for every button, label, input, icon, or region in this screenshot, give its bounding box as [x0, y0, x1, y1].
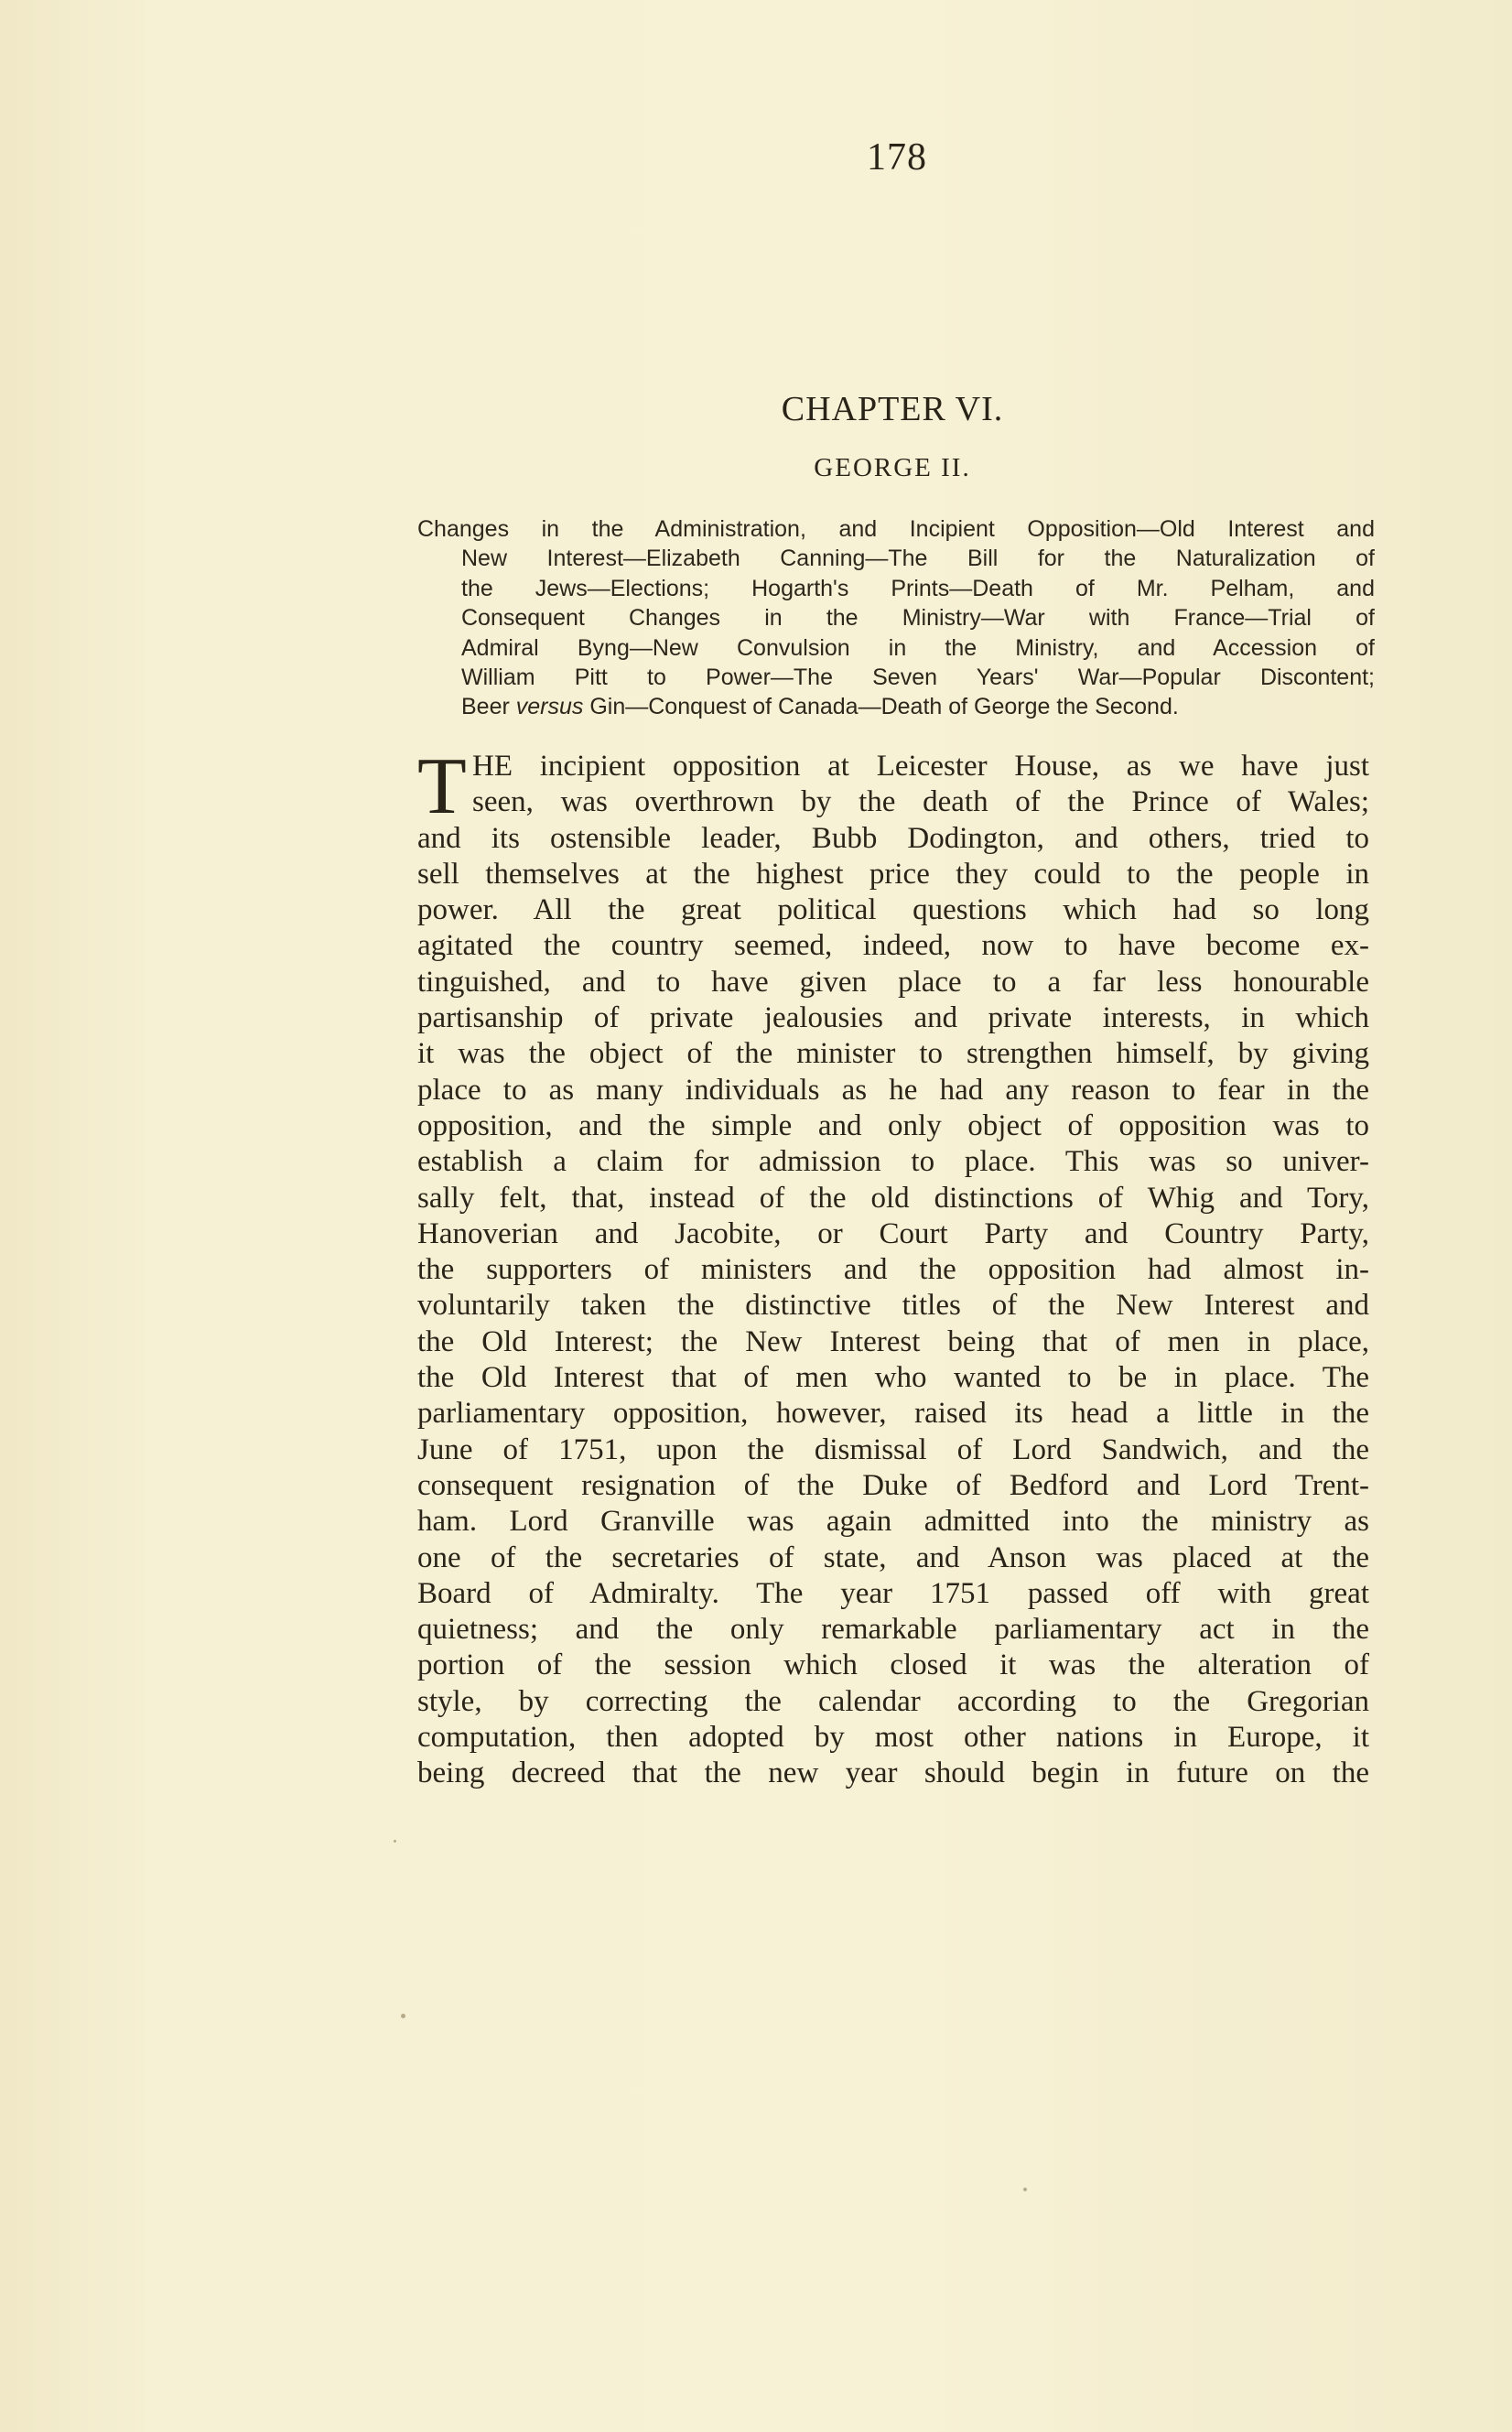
- body-line: the Old Interest that of men who wanted to be in place. The: [417, 1361, 1369, 1395]
- body-text: [417, 742, 1369, 1792]
- body-line: sell themselves at the highest price they could to the people in: [417, 857, 1369, 891]
- synopsis-line: Consequent Changes in the Ministry—War with France—Trial of: [461, 605, 1375, 632]
- body-line: being decreed that the new year should begin in future on the: [417, 1756, 1369, 1790]
- synopsis-line: New Interest—Elizabeth Canning—The Bill for the Naturalization of: [461, 546, 1375, 572]
- body-line: the supporters of ministers and the opposition had almost in-: [417, 1253, 1369, 1287]
- body-line: agitated the country seemed, indeed, now to have become ex-: [417, 929, 1369, 963]
- body-line: voluntarily taken the distinctive titles of the New Interest and: [417, 1289, 1369, 1323]
- body-line: consequent resignation of the Duke of Bedford and Lord Trent-: [417, 1468, 1369, 1502]
- chapter-title: CHAPTER VI.: [781, 390, 1004, 428]
- body-line: seen, was overthrown by the death of the Prince of Wales;: [472, 785, 1369, 819]
- body-line: Hanoverian and Jacobite, or Court Party and Country Party,: [417, 1216, 1369, 1250]
- body-line: establish a claim for admission to place. This was so univer-: [417, 1145, 1369, 1179]
- body-line: place to as many individuals as he had any reason to fear in the: [417, 1073, 1369, 1107]
- body-line: quietness; and the only remarkable parliamentary act in the: [417, 1613, 1369, 1647]
- paper-speck: [1023, 2188, 1027, 2191]
- page-number: 178: [867, 136, 927, 178]
- paper-speck: [401, 2014, 405, 2018]
- chapter-subtitle: GEORGE II.: [814, 453, 971, 482]
- synopsis-line: William Pitt to Power—The Seven Years' War—Popular Discontent;: [461, 664, 1375, 690]
- body-line: one of the secretaries of state, and Anson was placed at the: [417, 1540, 1369, 1574]
- body-line: and its ostensible leader, Bubb Dodington, and others, tried to: [417, 821, 1369, 855]
- body-line: it was the object of the minister to strengthen himself, by giving: [417, 1037, 1369, 1071]
- synopsis-text: Beer: [461, 694, 516, 720]
- body-line: tinguished, and to have given place to a far less honourable: [417, 965, 1369, 999]
- synopsis-text: Gin—Conquest of Canada—Death of George the Second.: [583, 694, 1179, 720]
- body-line: the Old Interest; the New Interest being that of men in place,: [417, 1324, 1369, 1358]
- paper-speck: [394, 1840, 396, 1843]
- body-line: opposition, and the simple and only object of opposition was to: [417, 1108, 1369, 1142]
- chapter-synopsis: [417, 514, 1375, 722]
- body-line: HE incipient opposition at Leicester House, as we have just: [472, 750, 1369, 783]
- drop-cap: T: [417, 742, 467, 831]
- body-line: June of 1751, upon the dismissal of Lord Sandwich, and the: [417, 1432, 1369, 1466]
- synopsis-line-last: [417, 692, 1375, 721]
- synopsis-line: the Jews—Elections; Hogarth's Prints—Death of Mr. Pelham, and: [461, 575, 1375, 601]
- body-line: computation, then adopted by most other nations in Europe, it: [417, 1721, 1369, 1755]
- body-line: ham. Lord Granville was again admitted into the ministry as: [417, 1505, 1369, 1539]
- body-line: power. All the great political questions which had so long: [417, 893, 1369, 927]
- body-line: sally felt, that, instead of the old distinctions of Whig and Tory,: [417, 1181, 1369, 1215]
- body-line: style, by correcting the calendar according to the Gregorian: [417, 1684, 1369, 1718]
- body-line: Board of Admiralty. The year 1751 passed off with great: [417, 1576, 1369, 1610]
- body-line: portion of the session which closed it was the alteration of: [417, 1648, 1369, 1682]
- body-line: partisanship of private jealousies and private interests, in which: [417, 1001, 1369, 1035]
- body-line: parliamentary opposition, however, raised its head a little in the: [417, 1397, 1369, 1431]
- body-paragraph: [417, 742, 1369, 1792]
- synopsis-line: Changes in the Administration, and Incipient Opposition—Old Interest and: [417, 516, 1375, 542]
- synopsis-line: Admiral Byng—New Convulsion in the Ministry, and Accession of: [461, 634, 1375, 661]
- synopsis-italic-word: versus: [515, 694, 584, 720]
